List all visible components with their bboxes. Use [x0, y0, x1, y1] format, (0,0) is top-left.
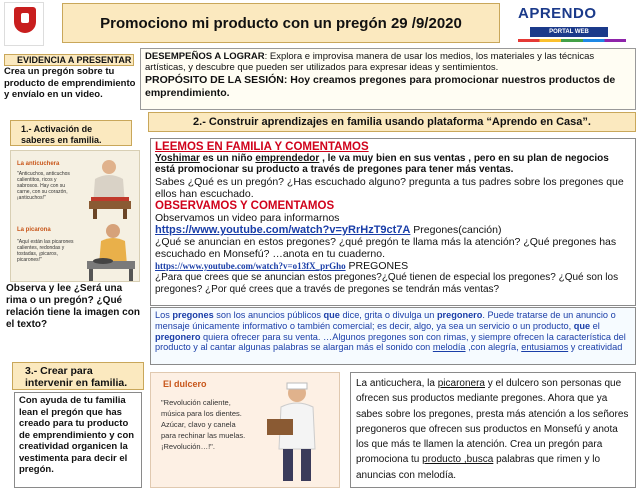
- page-title: Promociono mi producto con un pregón 29 /9/2020: [62, 3, 500, 43]
- anticuchera-figure-icon: [81, 157, 139, 219]
- main-content-box: [150, 138, 636, 306]
- def-part: quiera ofrecer para su venta. …Algunos pregones son con rimas, y siempre ofrecen la característica del producto y al cantar algunas palabras se alargan más el sonido con: [155, 331, 626, 353]
- final-part: palabras que rimen y lo anuncias con melodía.: [356, 454, 601, 481]
- proposito-paragraph: [145, 74, 631, 99]
- paragraph-yoshimar: [155, 153, 631, 175]
- final-part: y el dulcero son personas que ofrecen sus productos mediante pregones. Ahora que ya sabes sobre los pregones, presta más atención a los señores pregoneros que ofrecen sus productos en Monsefú y anota los que más te llamen la atención. Crea un pregón para promociona tu: [356, 378, 629, 466]
- panel-quote-anticuchera: "Anticuchos, anticuchos calientitos, ricos y sabrosos. Hay con su carne, con su corazón, ¡anticuchos!": [17, 171, 70, 201]
- def-pregonero-word: pregonero: [436, 310, 483, 320]
- observamos-text: Observamos un video para informarnos: [155, 212, 340, 224]
- observa-questions: Observa y lee ¿Será una rima o un pregón? ¿Qué relación tiene la imagen con el texto?: [6, 283, 140, 330]
- def-entusiasmo-word: entusiamos: [521, 342, 569, 353]
- link2-row: [155, 260, 631, 272]
- def-part: son los anuncios públicos: [213, 310, 324, 320]
- youtube-link-2[interactable]: https://www.youtube.com/watch?v=o13fX_prGho: [155, 261, 346, 271]
- p1-part: es un niño: [199, 153, 256, 164]
- def-pregonero-word: pregonero: [155, 331, 201, 342]
- proposito-label: PROPÓSITO DE LA SESIÓN: [145, 74, 284, 86]
- final-part: La anticuchera, la: [356, 378, 438, 389]
- panel-name-picarona: La picarona: [17, 227, 51, 233]
- shield-icon: [14, 7, 36, 33]
- logo-color-bar: [518, 39, 626, 42]
- questions-2: ¿Para que crees que se anuncian estos pregones?¿Qué tienen de especial los pregones? ¿Qué son los pregones? ¿Por qué crees que a través de pregones se tendrán más ventas?: [155, 272, 619, 295]
- construir-label: 2.- Construir aprendizajes en familia usando plataforma “Aprendo en Casa”.: [148, 112, 636, 132]
- dulcero-name: El dulcero: [163, 379, 207, 389]
- link2-caption: PREGONES: [345, 260, 409, 272]
- def-part: dice, grita o divulga un: [339, 310, 437, 320]
- logo-sub: PORTAL WEB: [530, 27, 608, 37]
- dulcero-illustration: [150, 372, 340, 488]
- yoshimar-word: Yoshimar: [155, 153, 200, 164]
- def-part: el: [590, 320, 600, 331]
- desempenos-paragraph: [145, 51, 631, 73]
- def-part: . Puede tratarse de un anuncio o mensaje únicamente informativo o también comercial; es decir, algo, ya sea un servicio o un producto,: [155, 310, 616, 331]
- youtube-link-1[interactable]: https://www.youtube.com/watch?v=yRrHzT9ct7A: [155, 224, 411, 236]
- proposito-text: : Hoy creamos pregones para promocionar nuestros productos de emprendimiento.: [145, 74, 616, 99]
- producto-busca-word: producto ,busca: [422, 454, 494, 466]
- panel-name-anticuchera: La anticuchera: [17, 161, 60, 167]
- def-part: ,con alegría,: [465, 342, 522, 353]
- emprendedor-word: emprendedor: [255, 153, 320, 164]
- desempenos-text: : Explora e improvisa manera de usar los medios, los materiales y las técnicas artísticas, y descubre que pueden ser utilizados para expresar ideas y sentimientos.: [145, 51, 595, 73]
- def-part: Los: [155, 310, 173, 320]
- def-part: y creatividad: [568, 342, 623, 353]
- evidence-label: EVIDENCIA A PRESENTAR: [4, 54, 134, 66]
- paragraph-sabes: Sabes ¿Qué es un pregón? ¿Has escuchado alguno? pregunta a tus padres sobre los pregones que ellos han escuchado.: [155, 176, 624, 200]
- picaronera-word: picaronera: [437, 378, 485, 389]
- def-melodia-word: melodía: [432, 342, 466, 353]
- desempenos-box: [140, 48, 636, 110]
- panel-quote-picarona: "Aquí están las picarones calientes, redondas y tostadas, ¡picaros, picarones!": [17, 239, 74, 263]
- link1-row: [155, 224, 631, 236]
- dulcero-verse: "Revolución caliente, música para los dientes. Azúcar, clavo y canela para rechinar las muelas. ¡Revolución…!".: [161, 398, 246, 451]
- def-que-word: que: [573, 320, 591, 331]
- heading-leemos: LEEMOS EN FAMILIA Y COMENTAMOS: [155, 141, 369, 153]
- crear-text: Con ayuda de tu familia lean el pregón que has creado para tu producto de emprendimiento y con creatividad organicen la vestimenta para decir el pregón.: [14, 392, 142, 488]
- p1-rest: , le va muy bien en sus ventas , pero en su plan de negocios está promocionar su producto a través de pregones para tener más ventas.: [155, 153, 609, 175]
- aprendo-en-casa-logo: [508, 3, 636, 45]
- def-pregones-word: pregones: [172, 310, 214, 320]
- evidence-text: Crea un pregón sobre tu producto de emprendimiento y envíalo en un video.: [4, 66, 136, 100]
- dulcero-figure-icon: [261, 379, 335, 485]
- activation-label: 1.- Activación de saberes en familia.: [10, 120, 132, 146]
- crear-label: 3.- Crear para intervenir en familia.: [12, 362, 144, 390]
- desempenos-label: DESEMPEÑOS A LOGRAR: [145, 51, 265, 62]
- questions-1: ¿Qué se anuncian en estos pregones? ¿qué pregón te llama más la atención? ¿Qué pregones has escuchado en Monsefú? …anota en tu cuaderno.: [155, 236, 617, 260]
- logo-word: APRENDO: [518, 5, 597, 22]
- vendor-illustration: [10, 150, 140, 282]
- final-instructions: [350, 372, 636, 488]
- def-que-word: que: [323, 310, 340, 320]
- picaronera-figure-icon: [83, 221, 139, 281]
- link1-caption: Pregones(canción): [410, 224, 502, 236]
- pregon-definition-box: [150, 307, 636, 365]
- heading-observamos: OBSERVAMOS Y COMENTAMOS: [155, 200, 335, 212]
- school-logo: [4, 2, 44, 46]
